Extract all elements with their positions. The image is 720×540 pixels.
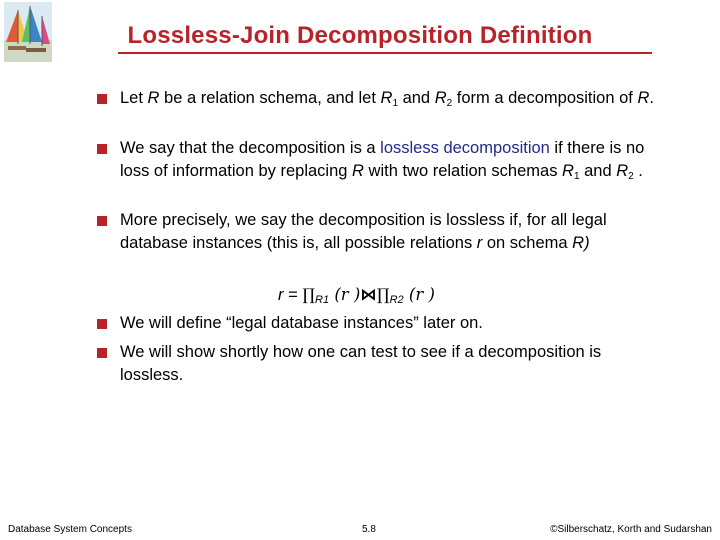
square-bullet-icon bbox=[96, 347, 108, 359]
lossless-decomposition-term: lossless decomposition bbox=[380, 139, 550, 157]
bullet-1-text: Let R be a relation schema, and let $R_1$ and $R_2$ form a decomposition of R. bbox=[120, 89, 654, 109]
natural-join-symbol: ⋈ bbox=[360, 285, 377, 304]
square-bullet-icon bbox=[96, 318, 108, 330]
lossless-join-formula: r = ∏R1 (r )⋈∏R2 (r ) bbox=[278, 285, 435, 306]
bullet-3-text: More precisely, we say the decomposition is lossless if, for all legal database instances (this is, all possible relations r on schema R) bbox=[120, 211, 607, 252]
square-bullet-icon bbox=[96, 215, 108, 227]
slide-title: Lossless-Join Decomposition Definition bbox=[127, 22, 593, 49]
footer-copyright: ©Silberschatz, Korth and Sudarshan bbox=[550, 524, 712, 535]
footer-book-title: Database System Concepts bbox=[8, 524, 132, 535]
bullet-2-text: We say that the decomposition is a lossless decomposition if there is no loss of information by replacing R with two relation schemas $R_1$ and $R_2$ . bbox=[120, 139, 645, 182]
bullet-5-text: We will show shortly how one can test to see if a decomposition is lossless. bbox=[120, 343, 602, 384]
title-underline bbox=[118, 52, 652, 54]
bullet-4-text: We will define “legal database instances” later on. bbox=[120, 314, 483, 332]
footer-page-number: 5.8 bbox=[362, 524, 376, 535]
square-bullet-icon bbox=[96, 143, 108, 155]
square-bullet-icon bbox=[96, 93, 108, 105]
